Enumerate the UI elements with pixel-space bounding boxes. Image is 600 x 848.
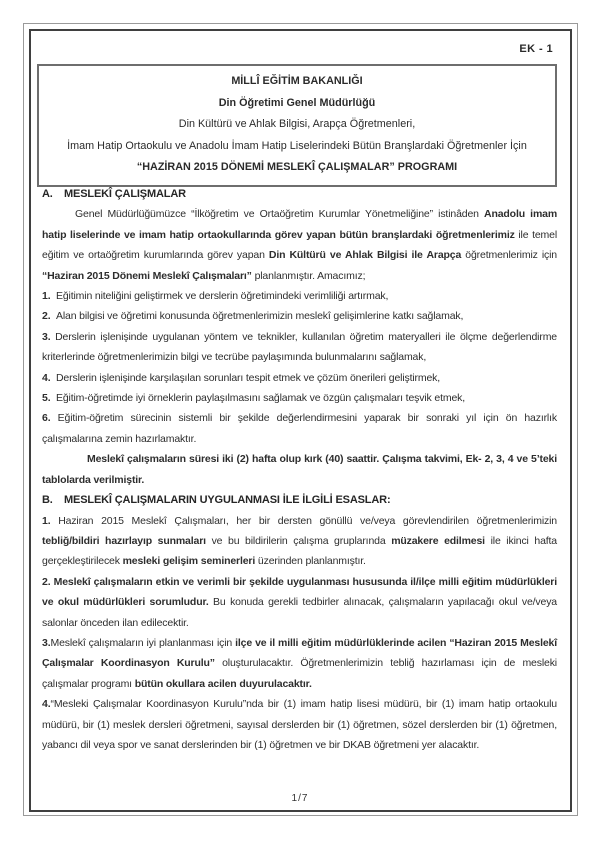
section-a-heading — [42, 184, 557, 204]
bold-text-segment: 1. — [42, 514, 59, 527]
bold-text-segment: Anadolu imam hatip liselerinde ve imam hatip ortaokullarında görev yapan bütün branşlardaki öğretmenlerimiz — [42, 208, 557, 241]
section-a — [42, 184, 557, 490]
text-segment: Derslerin işlenişinde uygulanan yöntem ve teknikler, kullanılan öğretim materyalleri ile ölçme değerlendirme kriterlerinde öğretmenlerimizin bilgi ve tecrübe paylaşımında bulunmalarını sağlamak, — [42, 330, 557, 364]
bold-text-segment: 3. — [42, 636, 51, 649]
list-item-a4 — [42, 368, 557, 388]
document-content — [42, 184, 557, 755]
bold-text-segment: 2. — [42, 310, 56, 323]
text-segment: Haziran 2015 Meslekî Çalışmaları, her bir dersten gönüllü ve/veya görevlendirilen öğretmenlerimizin — [58, 514, 557, 527]
section-b-label: B. — [42, 494, 53, 507]
section-b — [42, 490, 557, 755]
bold-text-segment: 3. — [42, 330, 56, 343]
bold-text-segment: 2. Meslekî çalışmaların etkin ve verimli bir şekilde uygulanması hususunda il/ilçe milli eğitim müdürlükleri ve okul müdürlükleri sorumludur. — [42, 575, 557, 609]
section-a-intro — [42, 204, 557, 286]
bold-text-segment: “Haziran 2015 Dönemi Meslekî Çalışmaları” — [42, 269, 252, 282]
list-item-a2 — [42, 306, 557, 326]
header-line-1: MİLLÎ EĞİTİM BAKANLIĞI — [231, 75, 363, 87]
bold-text-segment: 4. — [42, 371, 56, 384]
closing-paragraph — [42, 449, 557, 490]
text-segment: Bu konuda gerekli tedbirler alınacak, çalışmaların yapılacağı okul ve/veya salonlar önceden ilan edilecektir. — [42, 596, 558, 629]
text-segment: Meslekî çalışmaların iyi planlanması için — [50, 636, 236, 649]
list-item-a3 — [42, 327, 557, 368]
text-segment: Derslerin işlenişinde karşılaşılan sorunları tespit etmek ve çözüm önerileri geliştirmek, — [56, 371, 441, 384]
list-item-a5 — [42, 388, 557, 408]
text-segment: Genel Müdürlüğümüzce “İlköğretim ve Ortaöğretim Kurumlar Yönetmeliğine” istinâden — [75, 208, 485, 221]
bold-text-segment: mesleki gelişim seminerleri — [122, 555, 256, 568]
section-b-title: MESLEKÎ ÇALIŞMALARIN UYGULANMASI İLE İLGİLİ ESASLAR: — [64, 494, 391, 507]
list-item-b2 — [42, 572, 557, 633]
bold-text-segment: ilçe ve il milli eğitim müdürlüklerinde acilen “Haziran 2015 Meslekî Çalışmalar Koordinasyon Kurulu” — [42, 636, 558, 670]
text-segment: “Mesleki Çalışmalar Koordinasyon Kurulu”nda bir (1) imam hatip lisesi müdürü, bir (1) imam hatip ortaokulu müdürü, bir (1) meslek dersleri öğretmeni, sayısal derslerden bir (1) öğretmen, sözel derslerden bir (1) öğretmen, yabancı dil veya spor ve sanat derslerinden bir (1) öğretmen ve bir DKAB öğretmeni yer alacaktır. — [42, 698, 557, 751]
text-segment: ve bu bildirilerin çalışma gruplarında — [205, 534, 392, 547]
bold-text-segment: tebliğ/bildiri hazırlayıp sunmaları — [42, 534, 206, 547]
text-segment: Eğitim-öğretim sürecinin sistemli bir şekilde değerlendirmesini yaparak bir sonraki yıl için ön hazırlık çalışmalarına zemin hazırlamaktır. — [42, 412, 557, 445]
bold-text-segment: 5. — [42, 392, 56, 405]
header-line-4: İmam Hatip Ortaokulu ve Anadolu İmam Hatip Liselerindeki Bütün Branşlardaki Öğretmenler İçin — [67, 139, 527, 152]
text-segment: öğretmenlerimiz için — [461, 249, 557, 262]
list-item-a6 — [42, 408, 557, 449]
text-segment: ile temel eğitim ve ortaöğretim kurumlarında görev yapan — [42, 228, 558, 262]
bold-text-segment: 6. — [42, 412, 58, 425]
bold-text-segment: 4. — [42, 698, 51, 711]
text-segment: Eğitim-öğretimde iyi örneklerin paylaşılmasını sağlamak ve özgün çalışmaları teşvik etmek, — [56, 392, 465, 405]
text-segment: ile ikinci hafta gerçekleştirilecek — [42, 534, 557, 568]
list-item-a1 — [42, 286, 557, 306]
bold-text-segment: bütün okullara acilen duyurulacaktır. — [134, 677, 312, 690]
text-segment: Alan bilgisi ve öğretimi konusunda öğretmenlerimizin meslekî gelişimlerine katkı sağlamak, — [56, 310, 464, 323]
list-item-b4 — [42, 694, 557, 755]
section-a-label: A. — [42, 188, 53, 200]
header-box — [37, 64, 557, 187]
section-b-heading — [42, 490, 557, 510]
bold-text-segment: müzakere edilmesi — [391, 534, 485, 547]
list-item-b1 — [42, 511, 557, 572]
text-segment: planlanmıştır. Amacımız; — [251, 269, 366, 282]
text-segment: üzerinden planlanmıştır. — [255, 555, 366, 568]
attachment-tag: EK - 1 — [519, 43, 553, 55]
bold-text-segment: 1. — [42, 290, 56, 303]
bold-text-segment: Meslekî çalışmaların süresi iki (2) hafta olup kırk (40) saattir. Çalışma takvimi, Ek- 2, 3, 4 ve 5’teki tablolarda verilmiştir. — [42, 453, 557, 486]
text-segment: oluşturulacaktır. Öğretmenlerimizin tebliğ hazırlaması için de mesleki çalışmalar programı — [42, 657, 557, 690]
list-item-b3 — [42, 633, 557, 694]
page-number: 1/7 — [291, 793, 309, 804]
section-a-title: MESLEKÎ ÇALIŞMALAR — [64, 188, 186, 200]
header-line-2: Din Öğretimi Genel Müdürlüğü — [218, 96, 376, 109]
header-line-5: “HAZİRAN 2015 DÖNEMİ MESLEKÎ ÇALIŞMALAR” PROGRAMI — [136, 161, 458, 174]
bold-text-segment: Din Kültürü ve Ahlak Bilgisi ile Arapça — [268, 249, 462, 262]
text-segment: Eğitimin niteliğini geliştirmek ve derslerin öğretimindeki verimliliği artırmak, — [56, 290, 389, 303]
header-line-3: Din Kültürü ve Ahlak Bilgisi, Arapça Öğretmenleri, — [178, 118, 416, 131]
